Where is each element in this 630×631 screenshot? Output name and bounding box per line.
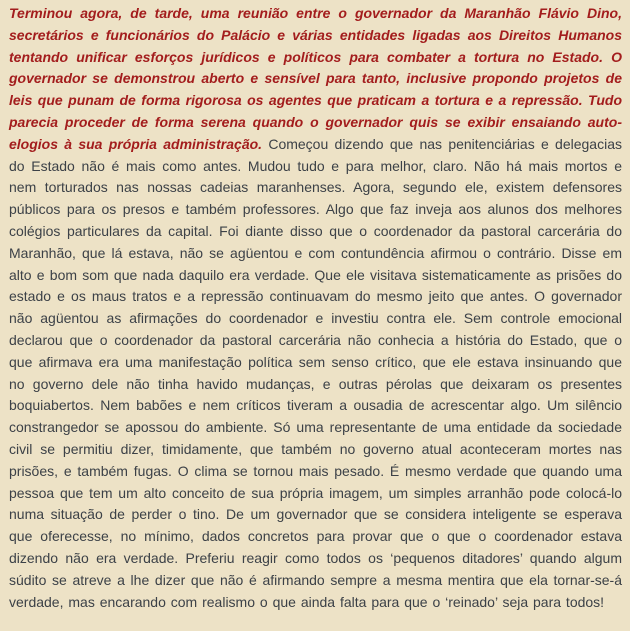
article-lead-text: Terminou agora, de tarde, uma reunião entre o governador da Maranhão Flávio Dino, secretários e funcionários do Palácio e várias entidades ligadas aos Direitos Humanos tentando unificar esforços jurídicos e políticos para combater a tortura no Estado. O governador se demonstrou aberto e sensível para tanto, inclusive propondo projetos de leis que punam de forma rigorosa os agentes que praticam a tortura e a repressão. Tudo parecia proceder de forma serena quando o governador quis se exibir ensaiando auto-elogios à sua própria administração. (9, 5, 622, 152)
article-paragraph (9, 3, 622, 613)
article-body-text: Começou dizendo que nas penitenciárias e delegacias do Estado não é mais como antes. Mudou tudo e para melhor, claro. Não há mais mortos e nem torturados nas nossas cadeias maranhenses. Agora, segundo ele, existem defensores públicos para os presos e também professores. Algo que faz inveja aos alunos dos melhores colégios particulares da capital. Foi diante disso que o coordenador da pastoral carcerária do Maranhão, que lá estava, não se agüentou e com contundência afirmou o contrário. Disse em alto e bom som que nada daquilo era verdade. Que ele visitava sistematicamente as prisões do estado e os maus tratos e a repressão continuavam do mesmo jeito que antes. O governador não agüentou as afirmações do coordenador e investiu contra ele. Sem controle emocional declarou que o coordenador da pastoral carcerária não conhecia a história do Estado, que o que afirmava era uma manifestação política sem senso crítico, que ele estava insinuando que no governo dele não tinha havido mudanças, e outras pérolas que deixaram os presentes boquiabertos. Nem babões e nem críticos tiveram a ousadia de acrescentar algo. Um silêncio constrangedor se apossou do ambiente. Só uma representante de uma entidade da sociedade civil se permitiu dizer, timidamente, que também no governo atual aconteceram mortes nas prisões, e também fugas. O clima se tornou mais pesado. É mesmo verdade que quando uma pessoa que tem um alto conceito de sua própria imagem, um simples arranhão pode colocá-lo numa situação de perder o tino. De um governador que se considera inteligente se esperava que oferecesse, no mínimo, dados concretos para provar que o que o coordenador estava dizendo não era verdade. Preferiu reagir como todos os ‘pequenos ditadores’ quando algum súdito se atreve a lhe dizer que não é afirmando sempre a mesma mentira que ela tornar-se-á verdade, mas encarando com realismo o que ainda falta para que o ‘reinado’ seja para todos! (9, 135, 622, 610)
